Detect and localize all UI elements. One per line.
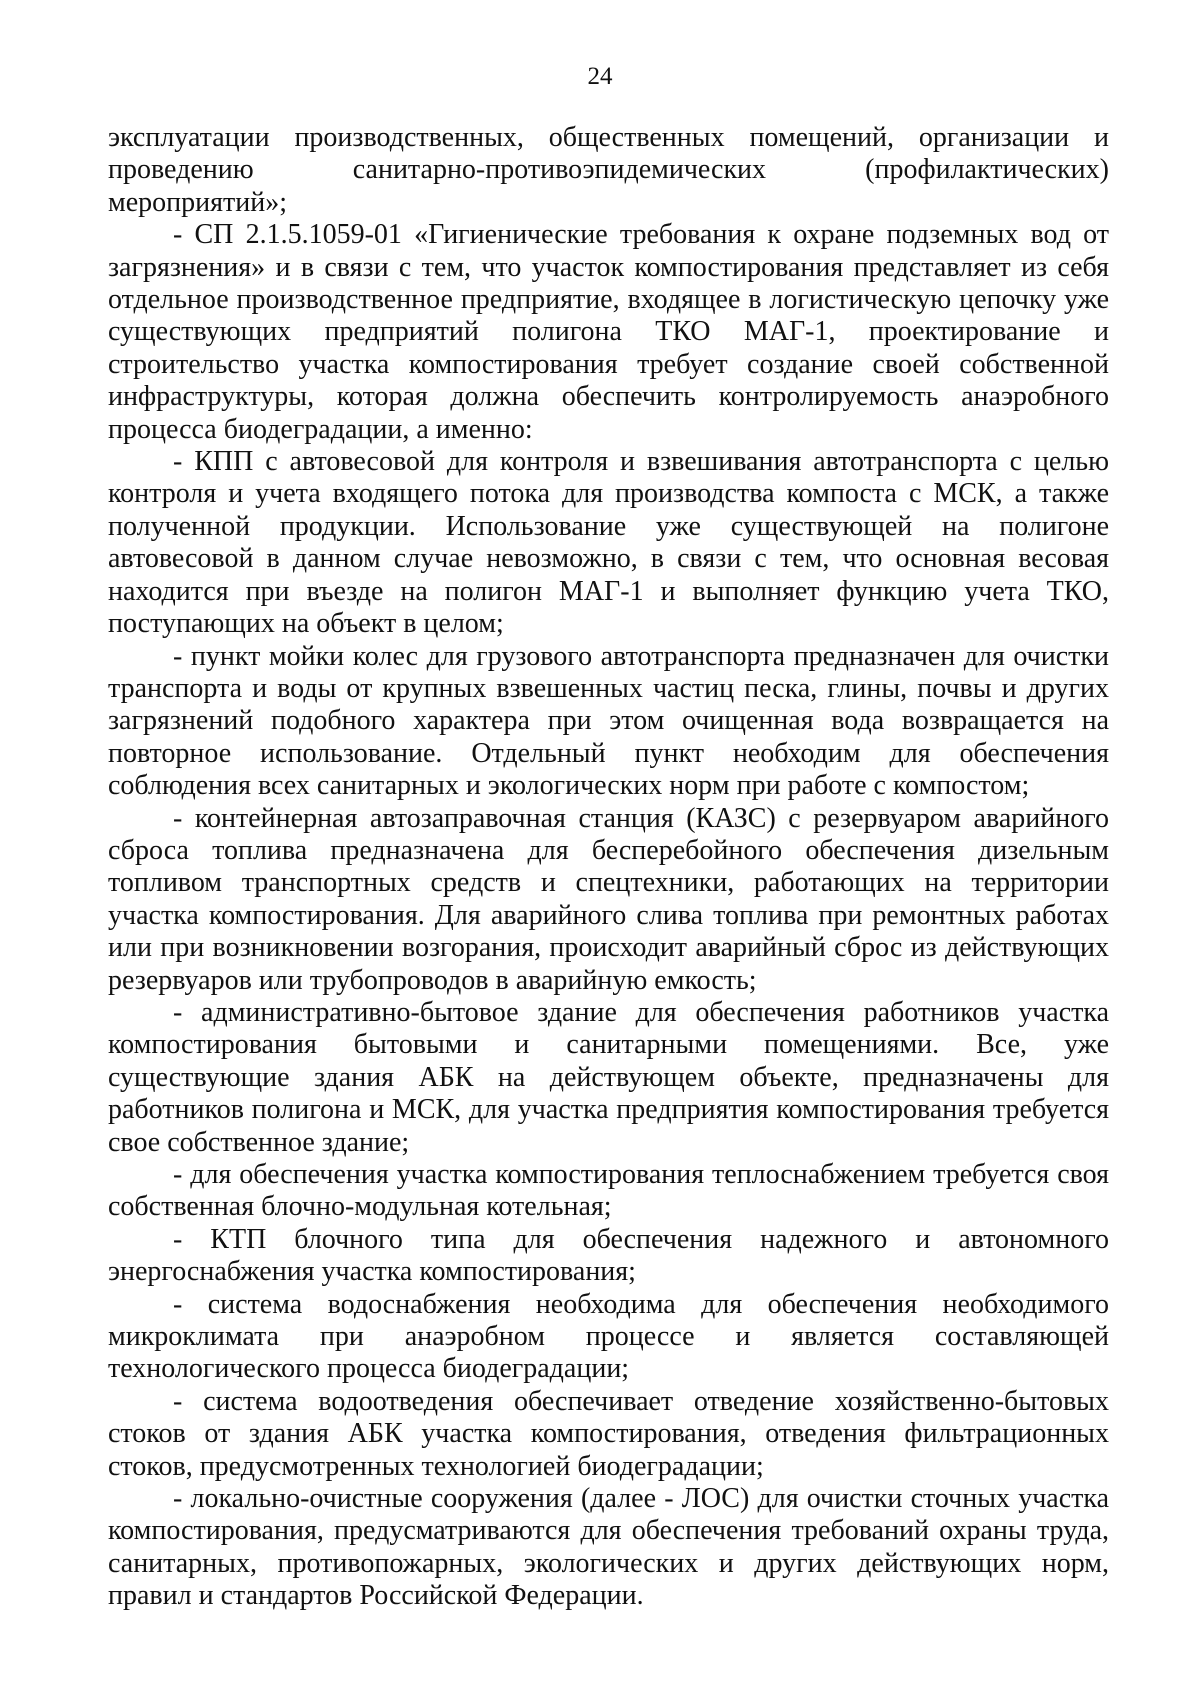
paragraph-substation: - КТП блочного типа для обеспечения надежного и автономного энергоснабжения участка компостирования; (108, 1223, 1109, 1288)
paragraph-fuel-station: - контейнерная автозаправочная станция (КАЗС) с резервуаром аварийного сброса топлива предназначена для бесперебойного обеспечения дизельным топливом транспортных средств и спецтехники, работающих на территории участка компостирования. Для аварийного слива топлива при ремонтных работах или при возникновении возгорания, происходит аварийный сброс из действующих резервуаров или трубопроводов в аварийную емкость; (108, 802, 1109, 996)
paragraph-admin-building: - административно-бытовое здание для обеспечения работников участка компостирования бытовыми и санитарными помещениями. Все, уже существующие здания АБК на действующем объекте, предназначены для работников полигона и МСК, для участка предприятия компостирования требуется свое собственное здание; (108, 996, 1109, 1158)
paragraph-water-supply: - система водоснабжения необходима для обеспечения необходимого микроклимата при анаэробном процессе и является составляющей технологического процесса биодеградации; (108, 1288, 1109, 1385)
document-body (108, 122, 1109, 1613)
paragraph-treatment-facilities: - локально-очистные сооружения (далее - ЛОС) для очистки сточных участка компостирования, предусматриваются для обеспечения требований охраны труда, санитарных, противопожарных, экологических и других действующих норм, правил и стандартов Российской Федерации. (108, 1483, 1109, 1612)
paragraph-boiler-house: - для обеспечения участка компостирования теплоснабжением требуется своя собственная блочно-модульная котельная; (108, 1159, 1109, 1223)
paragraph-kpp-weighing: - КПП с автовесовой для контроля и взвешивания автотранспорта с целью контроля и учета входящего потока для производства компоста с МСК, а также полученной продукции. Использование уже существующей на полигоне автовесовой в данном случае невозможно, в связи с тем, что основная весовая находится при въезде на полигон МАГ-1 и выполняет функцию учета ТКО, поступающих на объект в целом; (108, 446, 1109, 640)
paragraph-wheel-wash: - пункт мойки колес для грузового автотранспорта предназначен для очистки транспорта и воды от крупных взвешенных частиц песка, глины, почвы и других загрязнений подобного характера при этом очищенная вода возвращается на повторное использование. Отдельный пункт необходим для обеспечения соблюдения всех санитарных и экологических норм при работе с компостом; (108, 640, 1109, 802)
paragraph-continuation: эксплуатации производственных, общественных помещений, организации и проведению санитарно-противоэпидемических (профилактических) мероприятий»; (108, 122, 1109, 218)
page-number: 24 (587, 63, 613, 90)
paragraph-drainage: - система водоотведения обеспечивает отведение хозяйственно-бытовых стоков от здания АБК участка компостирования, отведения фильтрационных стоков, предусмотренных технологией биодеградации; (108, 1385, 1109, 1482)
paragraph-sp-requirements: - СП 2.1.5.1059-01 «Гигиенические требования к охране подземных вод от загрязнения» и в связи с тем, что участок компостирования представляет из себя отдельное производственное предприятие, входящее в логистическую цепочку уже существующих предприятий полигона ТКО МАГ-1, проектирование и строительство участка компостирования требует создание своей собственной инфраструктуры, которая должна обеспечить контролируемость анаэробного процесса биодеградации, а именно: (108, 219, 1109, 445)
